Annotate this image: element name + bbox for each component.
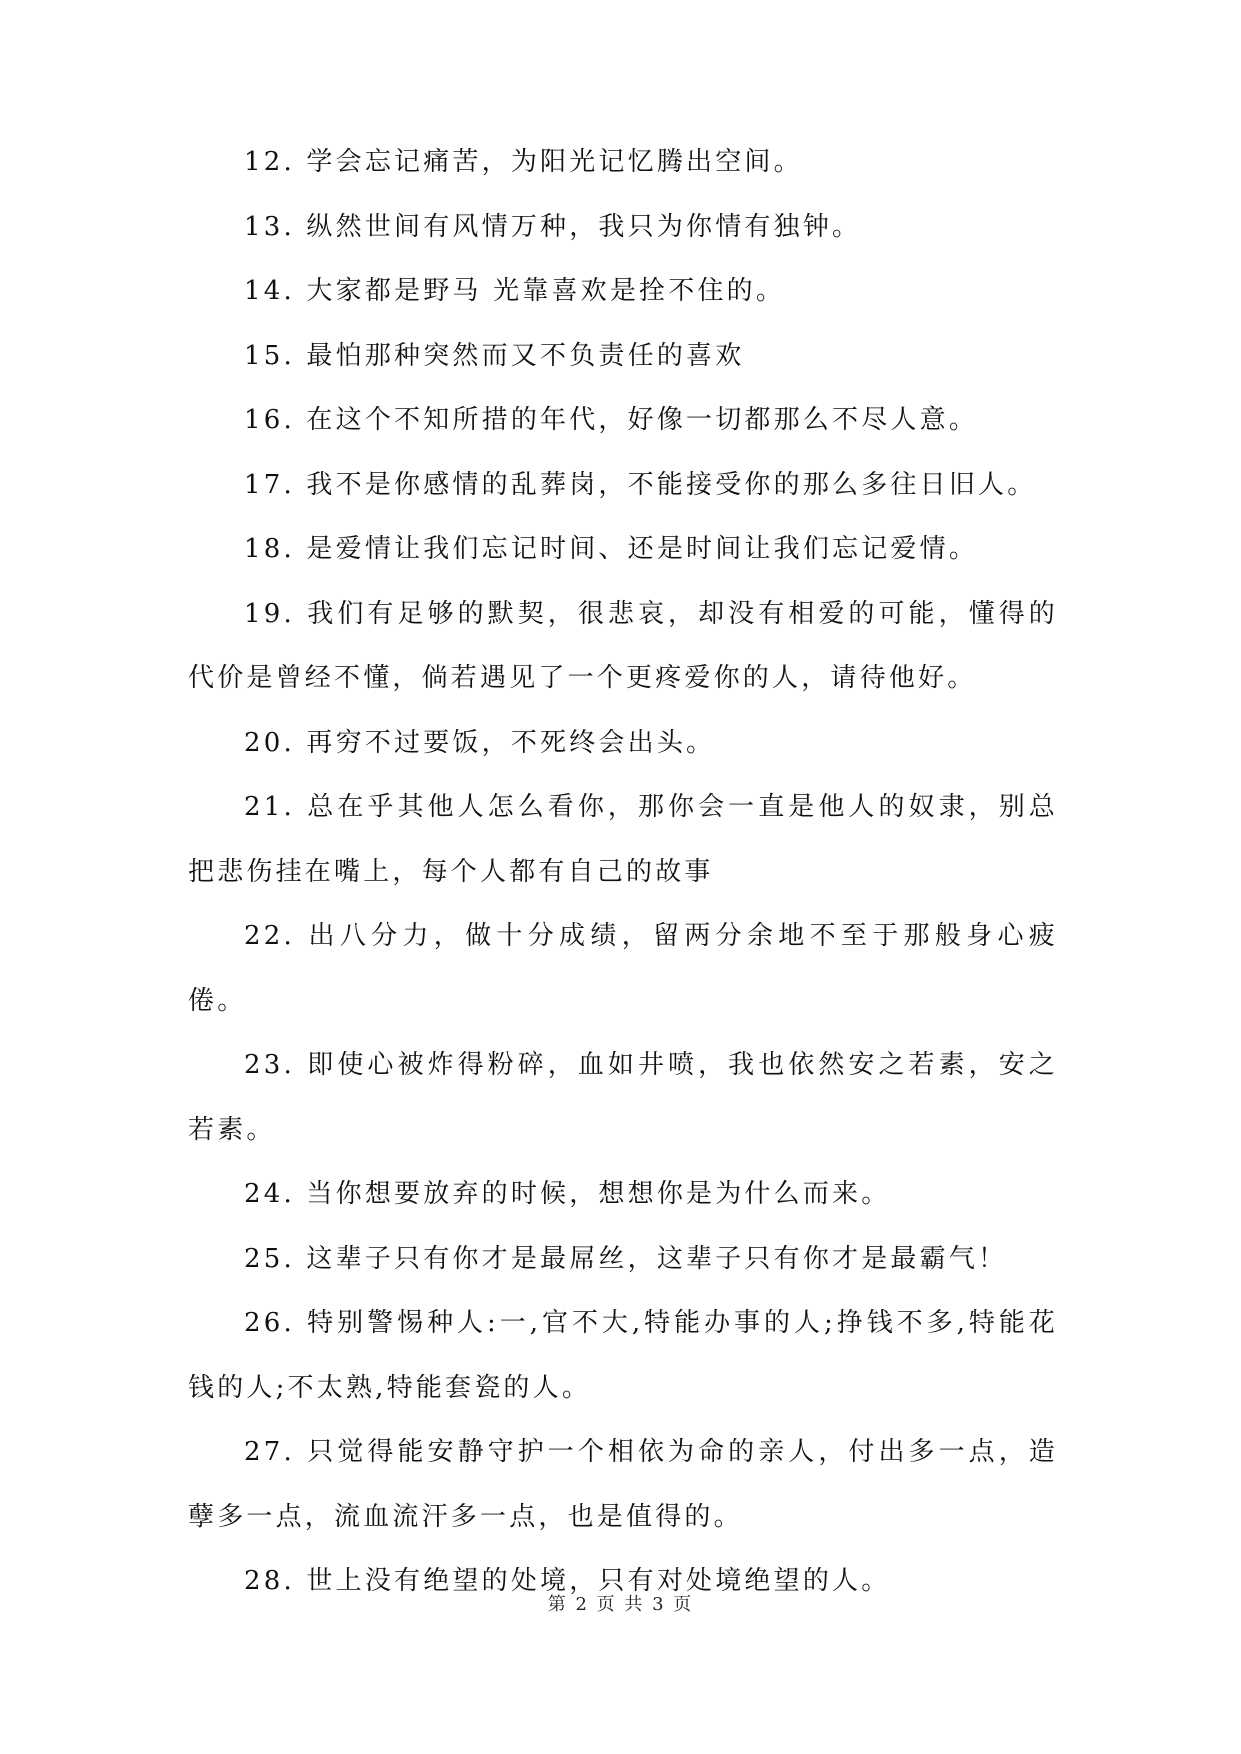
quote-paragraph-26: 26. 特别警惕种人:一,官不大,特能办事的人;挣钱不多,特能花钱的人;不太熟,特能套瓷的人。 bbox=[188, 1308, 1058, 1403]
quote-paragraph-16: 16. 在这个不知所措的年代，好像一切都那么不尽人意。 bbox=[244, 405, 979, 435]
quote-paragraph-14: 14. 大家都是野马 光靠喜欢是拴不住的。 bbox=[244, 276, 786, 306]
quote-paragraph-27: 27. 只觉得能安静守护一个相依为命的亲人，付出多一点，造孽多一点，流血流汗多一点，也是值得的。 bbox=[188, 1437, 1058, 1532]
quote-paragraph-21: 21. 总在乎其他人怎么看你，那你会一直是他人的奴隶，别总把悲伤挂在嘴上，每个人都有自己的故事 bbox=[188, 792, 1058, 887]
quote-paragraph-28: 28. 世上没有绝望的处境，只有对处境绝望的人。 bbox=[244, 1566, 891, 1596]
quote-paragraph-24: 24. 当你想要放弃的时候，想想你是为什么而来。 bbox=[244, 1179, 891, 1209]
page-number-footer: 第 2 页 共 3 页 bbox=[547, 1594, 694, 1615]
quote-paragraph-19: 19. 我们有足够的默契，很悲哀，却没有相爱的可能，懂得的代价是曾经不懂，倘若遇见了一个更疼爱你的人，请待他好。 bbox=[188, 598, 1058, 693]
page-content bbox=[188, 130, 1058, 1614]
quote-paragraph-12: 12. 学会忘记痛苦，为阳光记忆腾出空间。 bbox=[244, 147, 803, 177]
quote-paragraph-15: 15. 最怕那种突然而又不负责任的喜欢 bbox=[244, 340, 745, 371]
quote-paragraph-20: 20. 再穷不过要饭，不死终会出头。 bbox=[244, 727, 716, 758]
quote-paragraph-18: 18. 是爱情让我们忘记时间、还是时间让我们忘记爱情。 bbox=[244, 534, 979, 564]
quote-paragraph-13: 13. 纵然世间有风情万种，我只为你情有独钟。 bbox=[244, 211, 862, 242]
quote-paragraph-17: 17. 我不是你感情的乱葬岗，不能接受你的那么多往日旧人。 bbox=[244, 469, 1037, 500]
quote-paragraph-22: 22. 出八分力，做十分成绩，留两分余地不至于那般身心疲倦。 bbox=[188, 921, 1058, 1016]
quote-paragraph-25: 25. 这辈子只有你才是最屌丝，这辈子只有你才是最霸气！ bbox=[244, 1243, 1008, 1274]
quote-paragraph-23: 23. 即使心被炸得粉碎，血如井喷，我也依然安之若素，安之若素。 bbox=[188, 1050, 1058, 1145]
